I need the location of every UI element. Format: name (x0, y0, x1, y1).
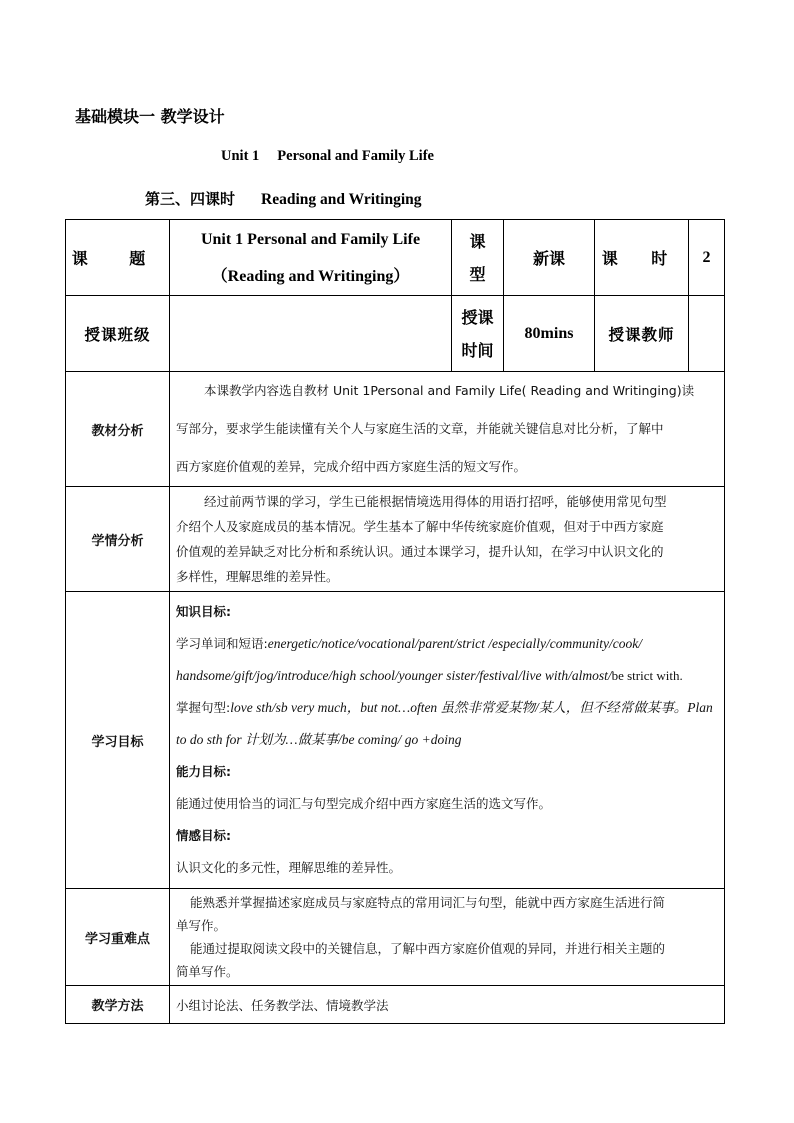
time-value: 80mins (504, 296, 595, 372)
lesson-cn: 第三、四课时 (145, 190, 236, 208)
key-line4: 简单写作。 (176, 964, 239, 979)
method-label: 教学方法 (66, 986, 170, 1024)
ability-text: 能通过使用恰当的词汇与句型完成介绍中西方家庭生活的选文写作。 (176, 796, 552, 811)
hours-label: 课 时 (595, 220, 689, 296)
vocab-line2-tail: be strict with. (611, 668, 683, 683)
time-label (452, 296, 504, 372)
student-line1: 经过前两节课的学习，学生已能根据情境选用得体的用语打招呼，能够使用常见句型 (204, 494, 667, 509)
key-line3: 能通过提取阅读文段中的关键信息，了解中西方家庭价值观的异同，并进行相关主题的 (190, 941, 666, 956)
sentence-prefix: 掌握句型: (176, 700, 231, 715)
knowledge-title: 知识目标: (176, 604, 231, 619)
material-line2: 写部分，要求学生能读懂有关个人与家庭生活的文章，并能就关键信息对比分析，了解中 (176, 421, 664, 436)
teacher-label: 授课教师 (595, 296, 689, 372)
vocab-line1: energetic/notice/vocational/parent/strict /especially/community/cook/ (267, 636, 642, 651)
unit-label: Unit 1 (221, 148, 260, 164)
key-text (170, 889, 725, 986)
key-line2: 单写作。 (176, 918, 227, 933)
key-line1: 能熟悉并掌握描述家庭成员与家庭特点的常用词汇与句型，能就中西方家庭生活进行简 (190, 895, 666, 910)
row-objective (66, 592, 725, 889)
topic-line2: （Reading and Writinging） (211, 267, 410, 285)
sentence-line1: love sth/sb very much，but not…often 虽然非常爱某物/某人，但不经常做某事。Plan (230, 700, 713, 715)
vocab-line2: handsome/gift/jog/introduce/high school/younger sister/festival/live with/almost/ (176, 668, 612, 683)
material-line1: 本课教学内容选自教材 Unit 1Personal and Family Life( Reading and Writinging)读 (204, 383, 695, 398)
row-class (66, 296, 725, 372)
key-label: 学习重难点 (66, 889, 170, 986)
lesson-title (145, 188, 422, 209)
unit-name: Personal and Family Life (277, 148, 434, 164)
unit-title (221, 148, 434, 165)
topic-label: 课 题 (66, 220, 170, 296)
student-text (170, 487, 725, 592)
type-label-2: 型 (469, 264, 486, 284)
row-student (66, 487, 725, 592)
time-label-2: 时间 (461, 340, 494, 360)
type-value: 新课 (504, 220, 595, 296)
method-value: 小组讨论法、任务教学法、情境教学法 (170, 986, 725, 1024)
lesson-en: Reading and Writinging (261, 191, 422, 208)
ability-title: 能力目标: (176, 764, 231, 779)
material-text (170, 372, 725, 487)
row-material (66, 372, 725, 487)
emotion-title: 情感目标: (176, 828, 231, 843)
type-label (452, 220, 504, 296)
type-label-1: 课 (469, 231, 486, 251)
row-method (66, 986, 725, 1024)
row-key-points (66, 889, 725, 986)
teacher-value (689, 296, 725, 372)
student-line2: 介绍个人及家庭成员的基本情况。学生基本了解中华传统家庭价值观，但对于中西方家庭 (176, 519, 664, 534)
objective-label: 学习目标 (66, 592, 170, 889)
topic-line1: Unit 1 Personal and Family Life (200, 230, 421, 248)
hours-value: 2 (689, 220, 725, 296)
time-label-1: 授课 (461, 307, 494, 327)
lesson-plan-table (65, 219, 725, 1024)
class-label: 授课班级 (66, 296, 170, 372)
material-label: 教材分析 (66, 372, 170, 487)
vocab-prefix: 学习单词和短语: (176, 636, 268, 651)
sentence-line2: to do sth for 计划为…做某事/be coming/ go +doing (176, 732, 462, 747)
emotion-text: 认识文化的多元性，理解思维的差异性。 (176, 860, 402, 875)
objective-text (170, 592, 725, 889)
material-line3: 西方家庭价值观的差异，完成介绍中西方家庭生活的短文写作。 (176, 459, 527, 474)
student-line3: 价值观的差异缺乏对比分析和系统认识。通过本课学习，提升认知，在学习中认识文化的 (176, 544, 664, 559)
student-label: 学情分析 (66, 487, 170, 592)
module-title: 基础模块一 教学设计 (75, 107, 225, 126)
row-topic (66, 220, 725, 296)
class-value (170, 296, 452, 372)
topic-value (170, 220, 452, 296)
student-line4: 多样性，理解思维的差异性。 (176, 569, 339, 584)
